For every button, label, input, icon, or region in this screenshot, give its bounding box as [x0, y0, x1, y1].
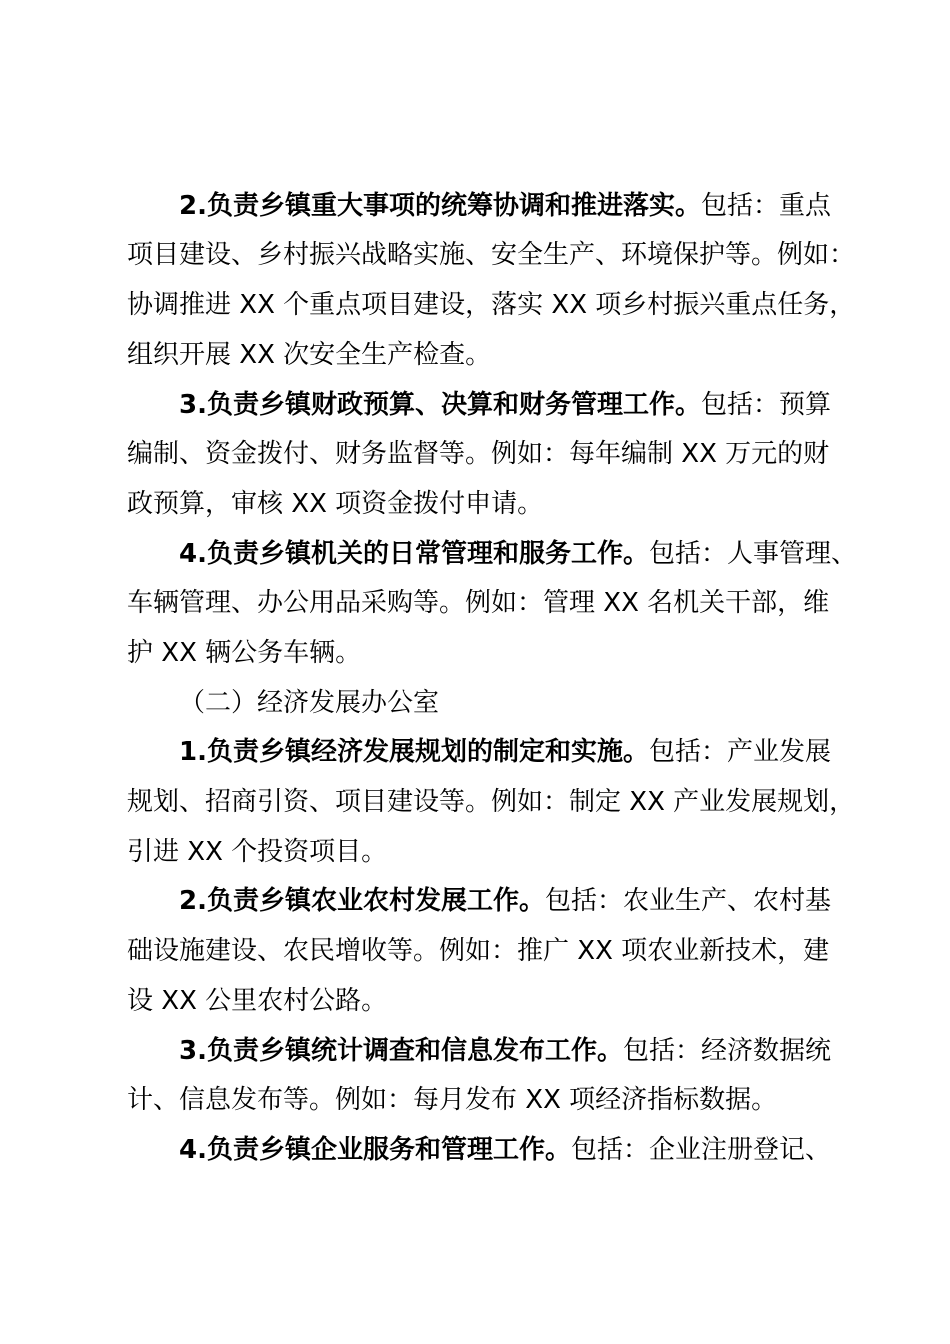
bold-heading: 3.负责乡镇财政预算、决算和财务管理工作。: [179, 390, 701, 420]
paragraph-line: [179, 1125, 831, 1175]
bold-heading: 1.负责乡镇经济发展规划的制定和实施。: [179, 737, 649, 767]
bold-heading: 2.负责乡镇重大事项的统筹协调和推进落实。: [179, 191, 701, 221]
section-heading: [179, 678, 439, 728]
paragraph-line: [127, 628, 361, 678]
paragraph-line: [127, 429, 829, 479]
line-text: 包括：企业注册登记、: [570, 1135, 831, 1165]
line-text: 项目建设、乡村振兴战略实施、安全生产、环境保护等。例如：: [127, 240, 856, 270]
line-text: 包括：产业发展: [648, 737, 831, 767]
bold-heading: 4.负责乡镇机关的日常管理和服务工作。: [179, 539, 649, 569]
bold-heading: 4.负责乡镇企业服务和管理工作。: [179, 1135, 571, 1165]
paragraph-line: [179, 529, 857, 579]
line-text: 引进 XX 个投资项目。: [127, 837, 388, 867]
line-text: 础设施建设、农民增收等。例如：推广 XX 项农业新技术，建: [127, 936, 830, 966]
bold-heading: 2.负责乡镇农业农村发展工作。: [179, 886, 545, 916]
paragraph-line: [127, 330, 491, 380]
line-text: 包括：重点: [700, 191, 831, 221]
line-text: 规划、招商引资、项目建设等。例如：制定 XX 产业发展规划，: [127, 787, 856, 817]
paragraph-line: [179, 876, 831, 926]
line-text: 包括：预算: [700, 390, 831, 420]
paragraph-line: [127, 230, 855, 280]
paragraph-line: [127, 976, 387, 1026]
paragraph-line: [179, 1026, 831, 1076]
paragraph-line: [179, 181, 831, 231]
line-text: 编制、资金拨付、财务监督等。例如：每年编制 XX 万元的财: [127, 439, 830, 469]
line-text: （二）经济发展办公室: [179, 688, 440, 718]
paragraph-line: [179, 380, 831, 430]
paragraph-line: [127, 926, 829, 976]
paragraph-line: [127, 827, 387, 877]
paragraph-line: [127, 578, 829, 628]
line-text: 组织开展 XX 次安全生产检查。: [127, 340, 492, 370]
line-text: 包括：农业生产、农村基: [544, 886, 831, 916]
line-text: 计、信息发布等。例如：每月发布 XX 项经济指标数据。: [127, 1085, 778, 1115]
paragraph-line: [127, 1075, 777, 1125]
line-text: 包括：人事管理、: [648, 539, 857, 569]
paragraph-line: [179, 727, 831, 777]
line-text: 政预算，审核 XX 项资金拨付申请。: [127, 489, 544, 519]
line-text: 协调推进 XX 个重点项目建设，落实 XX 项乡村振兴重点任务，: [127, 290, 856, 320]
line-text: 车辆管理、办公用品采购等。例如：管理 XX 名机关干部，维: [127, 588, 830, 618]
line-text: 护 XX 辆公务车辆。: [127, 638, 362, 668]
paragraph-line: [127, 280, 855, 330]
paragraph-line: [127, 479, 543, 529]
line-text: 设 XX 公里农村公路。: [127, 986, 388, 1016]
bold-heading: 3.负责乡镇统计调查和信息发布工作。: [179, 1036, 623, 1066]
paragraph-line: [127, 777, 855, 827]
line-text: 包括：经济数据统: [622, 1036, 831, 1066]
